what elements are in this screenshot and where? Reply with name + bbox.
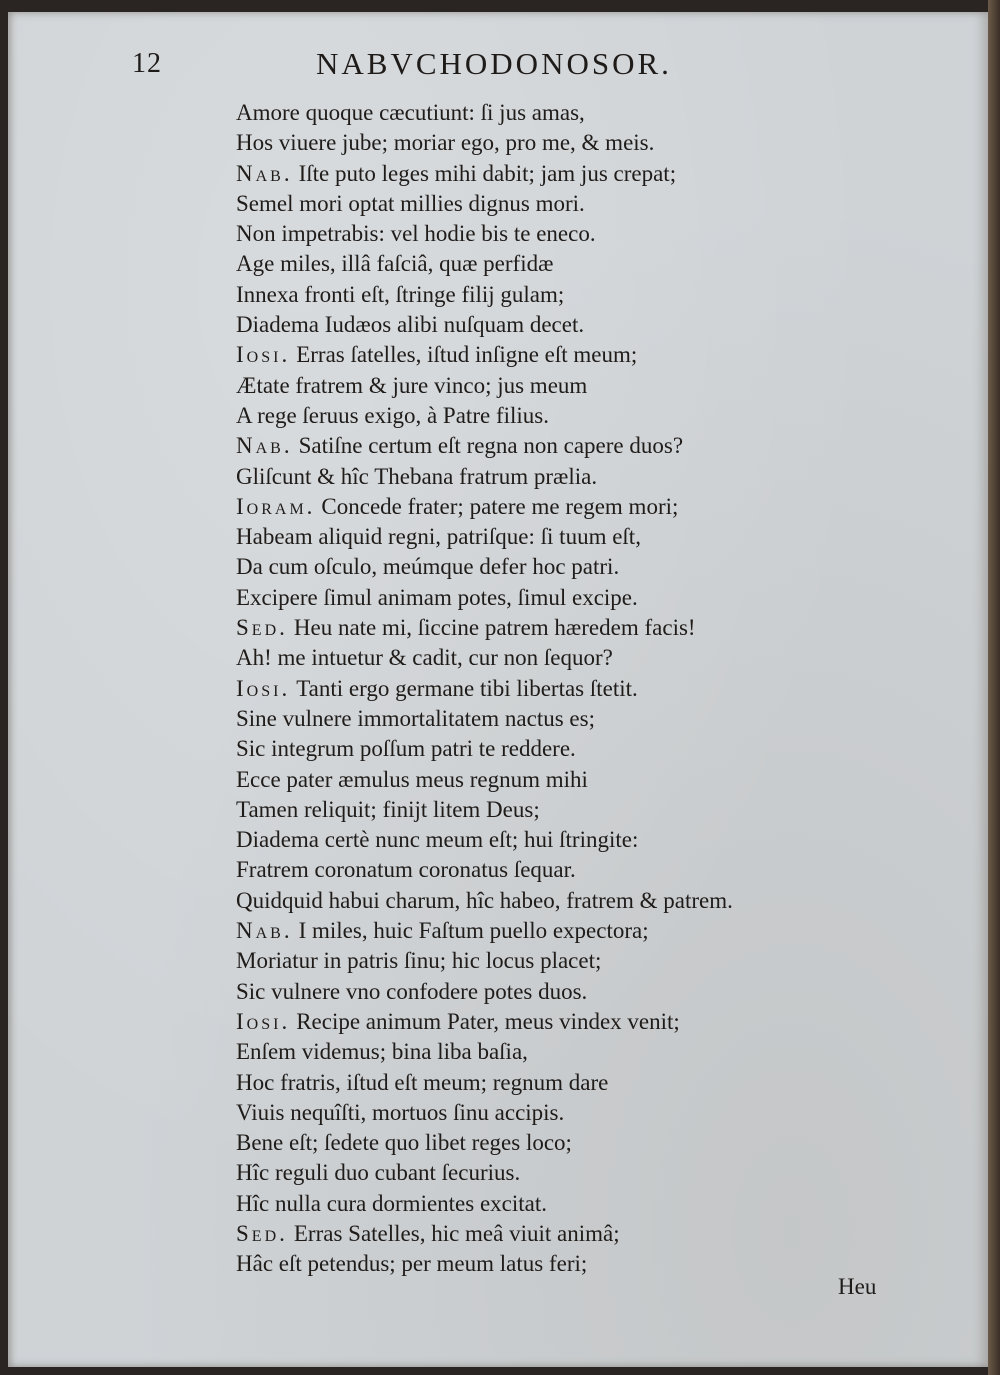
line-text: Iſte puto leges mihi dabit; jam jus crepat; (298, 160, 677, 186)
line-text: Heu nate mi, ſiccine patrem hæredem facis! (293, 615, 696, 641)
line-text: Age miles, illâ faſciâ, quæ perfidæ (236, 251, 554, 277)
line-text: Hîc nulla cura dormientes excitat. (236, 1190, 548, 1216)
verse-line (236, 643, 733, 673)
line-text: A rege ſeruus exigo, à Patre filius. (236, 402, 549, 428)
verse-line (236, 431, 733, 461)
speaker-label: Nab. (236, 160, 293, 186)
verse-line (236, 765, 733, 795)
line-text: Satiſne certum eſt regna non capere duos? (298, 433, 684, 459)
speaker-label: Sed. (236, 1220, 288, 1246)
verse-line (236, 310, 733, 340)
line-text: Erras ſatelles, iſtud inſigne eſt meum; (296, 342, 638, 368)
verse-line (236, 946, 733, 976)
line-text: Hîc reguli duo cubant ſecurius. (236, 1160, 521, 1186)
line-text: Sine vulnere immortalitatem nactus es; (236, 705, 595, 731)
verse-line (236, 704, 733, 734)
line-text: Bene eſt; ſedete quo libet reges loco; (236, 1130, 572, 1156)
line-text: I miles, huic Faſtum puello expectora; (298, 918, 649, 944)
line-text: Hoc fratris, iſtud eſt meum; regnum dare (236, 1069, 609, 1095)
verse-line (236, 977, 733, 1007)
verse-text (236, 98, 733, 1280)
verse-line (236, 1037, 733, 1067)
verse-line (236, 219, 733, 249)
verse-line (236, 492, 733, 522)
verse-line (236, 371, 733, 401)
line-text: Moriatur in patris ſinu; hic locus placet; (236, 948, 602, 974)
line-text: Tanti ergo germane tibi libertas ſtetit. (296, 675, 638, 701)
running-title: NABVCHODONOSOR. (316, 46, 672, 81)
verse-line (236, 1158, 733, 1188)
speaker-label: Iosi. (236, 675, 291, 701)
line-text: Innexa fronti eſt, ſtringe filij gulam; (236, 281, 565, 307)
line-text: Erras Satelles, hic meâ viuit animâ; (293, 1220, 620, 1246)
verse-line (236, 583, 733, 613)
page-number: 12 (132, 48, 162, 79)
verse-line (236, 249, 733, 279)
line-text: Excipere ſimul animam potes, ſimul excipe. (236, 584, 638, 610)
verse-line (236, 462, 733, 492)
verse-line (236, 159, 733, 189)
speaker-label: Sed. (236, 615, 288, 641)
verse-line (236, 522, 733, 552)
line-text: Sic vulnere vno confodere potes duos. (236, 978, 588, 1004)
line-text: Recipe animum Pater, meus vindex venit; (296, 1008, 680, 1034)
verse-line (236, 128, 733, 158)
verse-line (236, 886, 733, 916)
verse-line (236, 189, 733, 219)
verse-line (236, 613, 733, 643)
verse-line (236, 1128, 733, 1158)
line-text: Semel mori optat millies dignus mori. (236, 190, 585, 216)
verse-line (236, 1007, 733, 1037)
speaker-label: Iosi. (236, 1008, 291, 1034)
verse-line (236, 1068, 733, 1098)
verse-line (236, 552, 733, 582)
verse-line (236, 340, 733, 370)
line-text: Ecce pater æmulus meus regnum mihi (236, 766, 588, 792)
verse-line (236, 1189, 733, 1219)
line-text: Enſem videmus; bina liba baſia, (236, 1039, 528, 1065)
verse-line (236, 674, 733, 704)
line-text: Non impetrabis: vel hodie bis te eneco. (236, 221, 596, 247)
line-text: Viuis nequîſti, mortuos ſinu accipis. (236, 1099, 565, 1125)
verse-line (236, 280, 733, 310)
verse-line (236, 855, 733, 885)
verse-line (236, 1249, 733, 1279)
catchword: Heu (838, 1274, 877, 1299)
verse-line (236, 825, 733, 855)
verse-line (236, 401, 733, 431)
line-text: Ah! me intuetur & cadit, cur non ſequor? (236, 645, 613, 671)
line-text: Hos viuere jube; moriar ego, pro me, & meis. (236, 130, 655, 156)
line-text: Hâc eſt petendus; per meum latus feri; (236, 1251, 588, 1277)
verse-line (236, 795, 733, 825)
speaker-label: Ioram. (236, 493, 316, 519)
speaker-label: Iosi. (236, 342, 291, 368)
speaker-label: Nab. (236, 918, 293, 944)
page-edge (988, 0, 1000, 1375)
line-text: Quidquid habui charum, hîc habeo, fratrem & patrem. (236, 887, 733, 913)
verse-line (236, 1098, 733, 1128)
line-text: Fratrem coronatum coronatus ſequar. (236, 857, 576, 883)
verse-line (236, 98, 733, 128)
verse-line (236, 916, 733, 946)
verse-line (236, 1219, 733, 1249)
line-text: Gliſcunt & hîc Thebana fratrum prælia. (236, 463, 598, 489)
line-text: Tamen reliquit; finijt litem Deus; (236, 796, 540, 822)
line-text: Diadema Iudæos alibi nuſquam decet. (236, 312, 585, 338)
line-text: Da cum oſculo, meúmque defer hoc patri. (236, 554, 620, 580)
speaker-label: Nab. (236, 433, 293, 459)
line-text: Ætate fratrem & jure vinco; jus meum (236, 372, 588, 398)
verse-line (236, 734, 733, 764)
line-text: Amore quoque cæcutiunt: ſi jus amas, (236, 100, 585, 125)
line-text: Habeam aliquid regni, patriſque: ſi tuum eſt, (236, 524, 641, 550)
line-text: Diadema certè nunc meum eſt; hui ſtringite: (236, 827, 639, 853)
line-text: Concede frater; patere me regem mori; (321, 493, 679, 519)
line-text: Sic integrum poſſum patri te reddere. (236, 736, 576, 762)
